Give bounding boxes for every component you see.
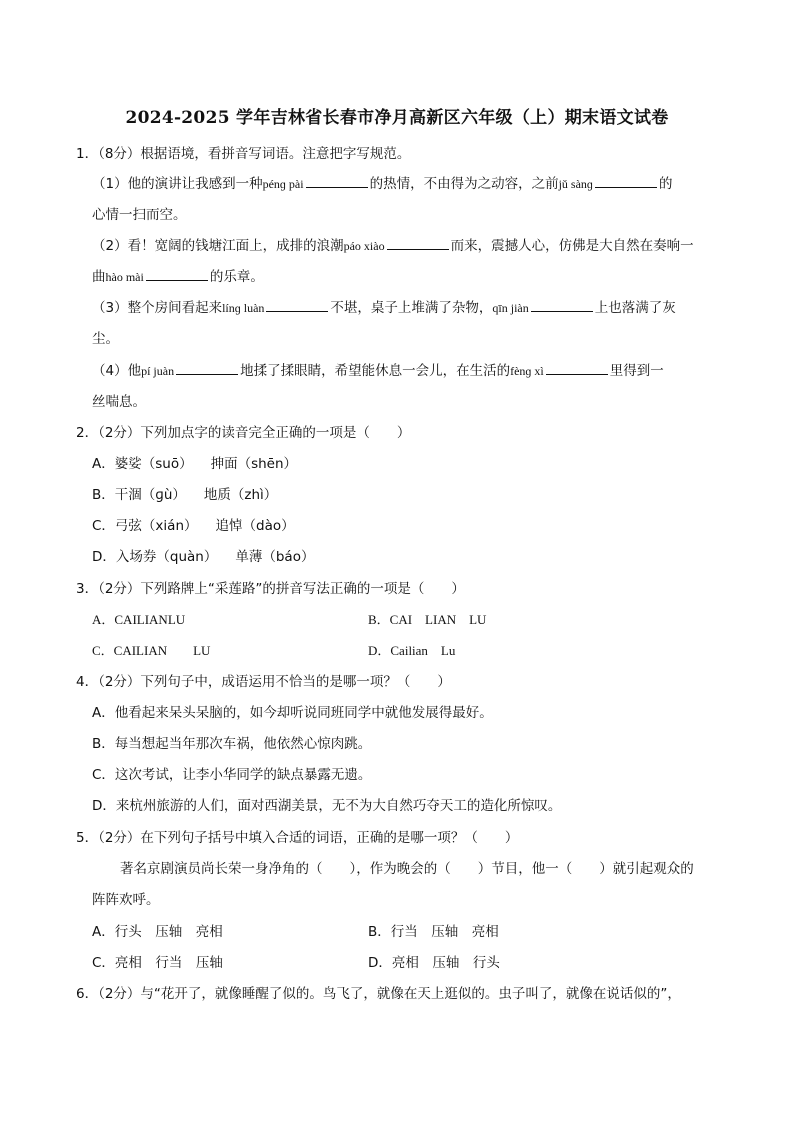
q1-item-2 bbox=[92, 237, 694, 255]
q1-item-2-cont bbox=[92, 268, 264, 286]
question-2-stem: 2．（2分）下列加点字的读音完全正确的一项是（ ） bbox=[76, 425, 411, 441]
option-a[interactable]: A．行头 压轴 亮相 bbox=[92, 924, 223, 940]
question-5-sentence-cont: 阵阵欢呼。 bbox=[92, 892, 160, 908]
q1-text: （2）看！宽阔的钱塘江面上，成排的浪潮 bbox=[92, 238, 344, 254]
option-text: 地质（zhì） bbox=[203, 487, 278, 503]
answer-blank[interactable] bbox=[595, 175, 657, 188]
option-text: 单薄（báo） bbox=[235, 549, 315, 565]
option-c[interactable] bbox=[92, 517, 295, 535]
q1-item-4-cont: 丝喘息。 bbox=[92, 394, 146, 410]
question-3-stem: 3．（2分）下列路牌上“采莲路”的拼音写法正确的一项是（ ） bbox=[76, 581, 465, 597]
q1-item-1-cont: 心情一扫而空。 bbox=[92, 207, 187, 223]
option-d[interactable] bbox=[92, 548, 314, 566]
question-5-sentence: 著名京剧演员尚长荣一身净角的（ ），作为晚会的（ ）节目，他一（ ）就引起观众的 bbox=[120, 861, 694, 877]
option-d[interactable]: D．Cailian Lu bbox=[368, 643, 456, 658]
question-5-stem: 5．（2分）在下列句子括号中填入合适的词语，正确的是哪一项？（ ） bbox=[76, 830, 519, 846]
option-b[interactable]: B．每当想起当年那次车祸，他依然心惊肉跳。 bbox=[92, 736, 372, 752]
option-text: 抻面（shēn） bbox=[210, 456, 298, 472]
q1-text: 而来，震撼人心，仿佛是大自然在奏响一 bbox=[450, 238, 694, 254]
answer-blank[interactable] bbox=[531, 299, 593, 312]
option-b[interactable]: B．CAI LIAN LU bbox=[368, 612, 487, 627]
option-d[interactable]: D．来杭州旅游的人们，面对西湖美景，无不为大自然巧夺天工的造化所惊叹。 bbox=[92, 798, 562, 814]
option-c[interactable]: C．CAILIAN LU bbox=[92, 643, 211, 658]
answer-blank[interactable] bbox=[306, 175, 368, 188]
question-6-stem: 6．（2分）与“花开了，就像睡醒了似的。鸟飞了，就像在天上逛似的。虫子叫了，就像在说话似的”， bbox=[76, 986, 681, 1002]
q1-text: 的乐章。 bbox=[209, 269, 264, 285]
option-text: A．婆娑（suō） bbox=[92, 456, 193, 472]
option-text: B．干涸（ɡù） bbox=[92, 487, 186, 503]
pinyin-prompt: línɡ luàn bbox=[222, 301, 265, 315]
answer-blank[interactable] bbox=[546, 362, 608, 375]
option-b[interactable] bbox=[92, 486, 277, 504]
q1-text: 曲 bbox=[92, 269, 106, 285]
q1-text: 上也落满了灰 bbox=[594, 300, 676, 316]
question-1-stem: 1．（8分）根据语境，看拼音写词语。注意把字写规范。 bbox=[76, 146, 411, 162]
option-d[interactable]: D．亮相 压轴 行头 bbox=[368, 955, 500, 971]
q1-text: 不堪，桌子上堆满了杂物， bbox=[330, 300, 493, 316]
option-text: 追悼（dào） bbox=[215, 518, 295, 534]
pinyin-prompt: páo xiào bbox=[343, 239, 385, 253]
q1-text: （1）他的演讲让我感到一种 bbox=[92, 176, 263, 192]
q1-text: 地揉了揉眼睛，希望能休息一会儿，在生活的 bbox=[240, 363, 511, 379]
option-c[interactable]: C．亮相 行当 压轴 bbox=[92, 955, 223, 971]
question-4-stem: 4．（2分）下列句子中，成语运用不恰当的是哪一项？（ ） bbox=[76, 674, 451, 690]
pinyin-prompt: jǔ sànɡ bbox=[558, 177, 593, 191]
pinyin-prompt: hào mài bbox=[105, 270, 144, 284]
pinyin-prompt: qīn jiàn bbox=[492, 301, 529, 315]
pinyin-prompt: pénɡ pài bbox=[262, 177, 304, 191]
answer-blank[interactable] bbox=[146, 268, 208, 281]
pinyin-prompt: pí juàn bbox=[141, 364, 175, 378]
q1-item-1 bbox=[92, 175, 672, 193]
q1-item-3-cont: 尘。 bbox=[92, 331, 119, 347]
q1-item-4 bbox=[92, 362, 664, 380]
option-b[interactable]: B．行当 压轴 亮相 bbox=[368, 924, 499, 940]
page-title: 2024-2025 学年吉林省长春市净月高新区六年级（上）期末语文试卷 bbox=[125, 108, 669, 128]
q1-item-3 bbox=[92, 299, 676, 317]
option-a[interactable]: A．他看起来呆头呆脑的，如今却听说同班同学中就他发展得最好。 bbox=[92, 705, 493, 721]
q1-text: （3）整个房间看起来 bbox=[92, 300, 223, 316]
option-a[interactable]: A．CAILIANLU bbox=[92, 612, 186, 627]
q1-text: 的 bbox=[658, 176, 673, 192]
answer-blank[interactable] bbox=[176, 362, 238, 375]
pinyin-prompt: fènɡ xì bbox=[510, 364, 544, 378]
option-text: C．弓弦（xián） bbox=[92, 518, 198, 534]
answer-blank[interactable] bbox=[387, 237, 449, 250]
q1-text: （4）他 bbox=[92, 363, 142, 379]
answer-blank[interactable] bbox=[266, 299, 328, 312]
q1-text: 里得到一 bbox=[609, 363, 664, 379]
q1-text: 的热情，不由得为之动容，之前 bbox=[369, 176, 559, 192]
option-c[interactable]: C．这次考试，让李小华同学的缺点暴露无遗。 bbox=[92, 767, 372, 783]
option-a[interactable] bbox=[92, 455, 297, 473]
option-text: D．入场券（quàn） bbox=[92, 549, 218, 565]
